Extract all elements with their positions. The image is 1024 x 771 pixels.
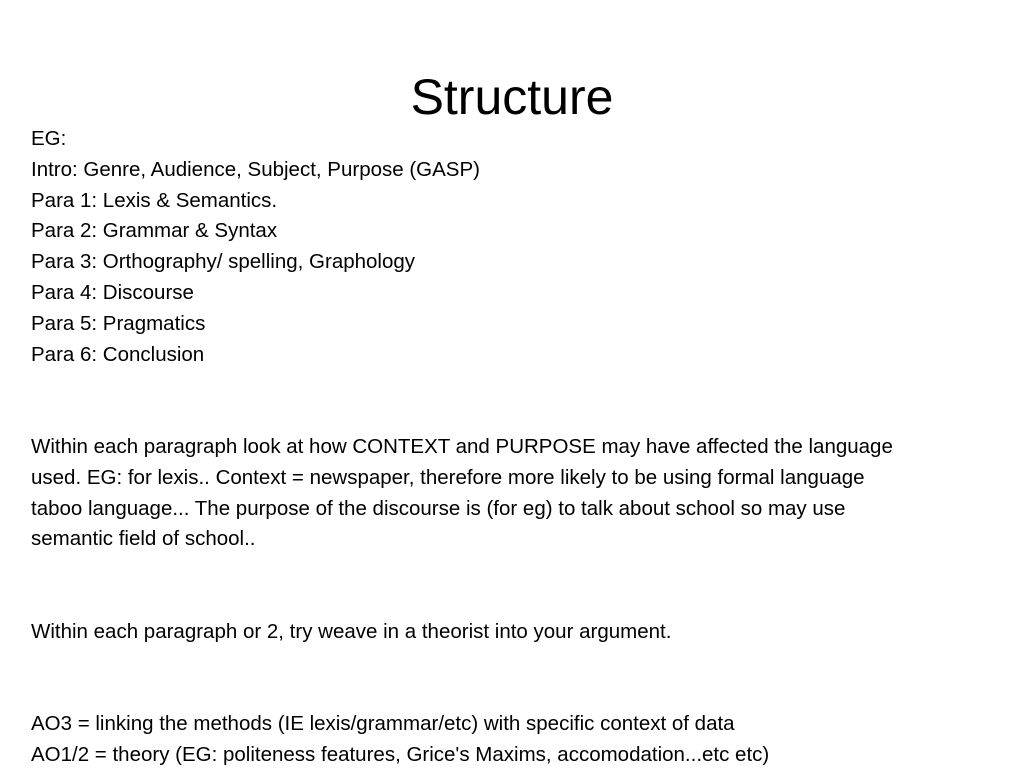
structure-list-item: Para 4: Discourse [31,280,194,304]
assessment-objective: AO1/2 = theory (EG: politeness features, Grice's Maxims, accomodation...etc etc) [31,742,770,766]
paragraph-line: semantic field of school.. [31,527,256,551]
blank-line [31,678,999,709]
assessment-objective: AO3 = linking the methods (IE lexis/grammar/etc) with specific context of data [31,712,735,736]
slide-title: Structure [410,69,614,125]
blank-line [31,555,999,586]
paragraph-line: taboo language... The purpose of the discourse is (for eg) to talk about school so may use [31,496,846,520]
paragraph-line: used. EG: for lexis.. Context = newspaper, therefore more likely to be using formal language [31,465,865,489]
context-purpose-paragraph [31,432,999,555]
blank-line [31,370,999,401]
structure-list [31,124,999,370]
blank-line [31,401,999,432]
structure-list-item: Para 1: Lexis & Semantics. [31,188,278,212]
assessment-objectives [31,709,999,771]
blank-line [31,648,999,679]
structure-list-item: Para 3: Orthography/ spelling, Graphology [31,250,416,274]
paragraph-line: Within each paragraph look at how CONTEXT and PURPOSE may have affected the language [31,434,893,458]
blank-line [31,586,999,617]
structure-list-item: Para 6: Conclusion [31,342,205,366]
structure-list-item: EG: [31,127,67,150]
structure-list-item: Para 2: Grammar & Syntax [31,219,278,243]
theorist-tip: Within each paragraph or 2, try weave in a theorist into your argument. [31,619,672,643]
slide-body [31,124,999,771]
structure-list-item: Para 5: Pragmatics [31,311,206,335]
structure-list-item: Intro: Genre, Audience, Subject, Purpose (GASP) [31,157,480,181]
